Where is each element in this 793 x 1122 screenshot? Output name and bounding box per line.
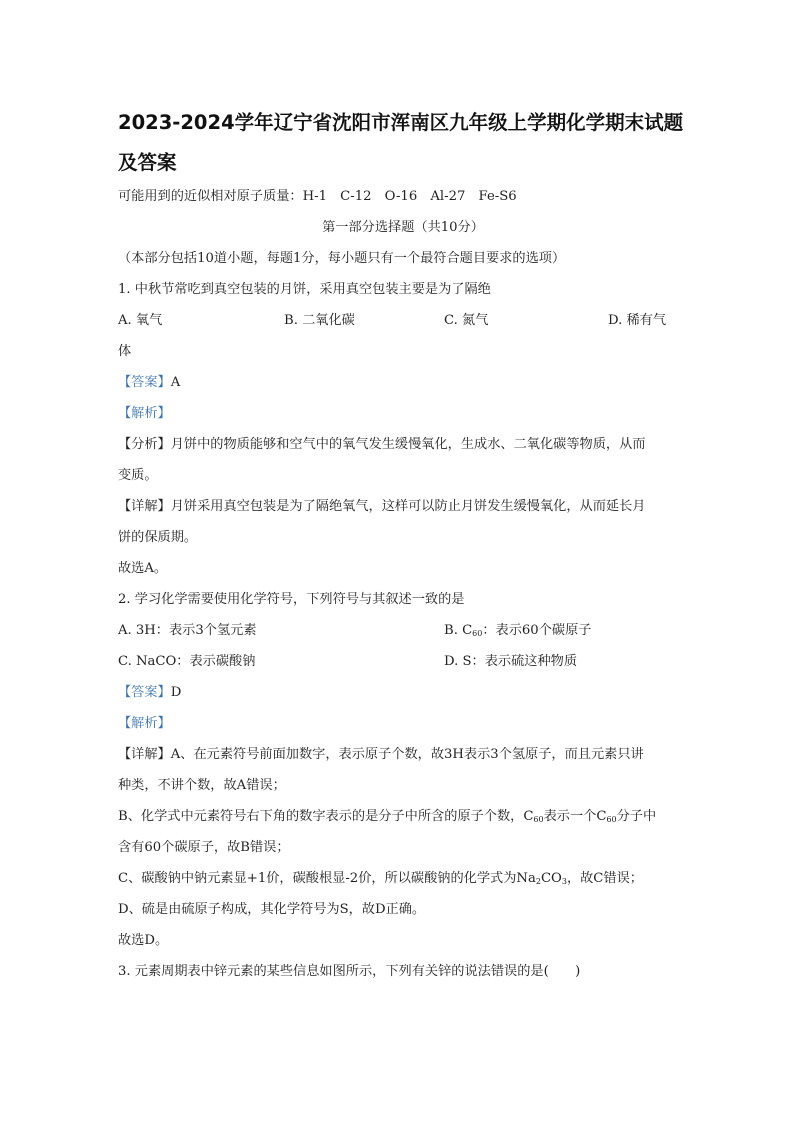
q1-analysis-tag: 【解析】 xyxy=(118,406,171,421)
q3-stem: 3. 元素周期表中锌元素的某些信息如图所示，下列有关锌的说法错误的是( ) xyxy=(118,964,581,979)
q1-option-wrap: 体 xyxy=(118,344,132,359)
q1-stem: 1. 中秋节常吃到真空包装的月饼，采用真空包装主要是为了隔绝 xyxy=(118,282,491,297)
q1-option-c: C. 氮气 xyxy=(444,313,489,328)
q2-line-a1: A、在元素符号前面加数字，表示原子个数，故3H表示3个氢原子，而且元素只讲 xyxy=(170,747,644,762)
subscript: 60 xyxy=(533,815,544,824)
q1-conclusion: 故选A。 xyxy=(118,561,168,576)
q2-analysis-tag: 【解析】 xyxy=(118,716,171,731)
q2-line-b2: 含有60个碳原子，故B错误； xyxy=(118,840,290,855)
q2-line-a2: 种类，不讲个数，故A错误； xyxy=(118,778,286,793)
q2-options-row1 xyxy=(118,615,688,646)
q2-line-d: D、硫是由硫原子构成，其化学符号为S，故D正确。 xyxy=(118,902,426,917)
q1-fenxi-1 xyxy=(118,429,688,460)
text: B、化学式中元素符号右下角的数字表示的是分子中所含的原子个数，C xyxy=(118,809,534,824)
q1-options xyxy=(118,305,688,336)
q2-option-b-pre: B. C xyxy=(444,623,473,638)
document-title: 2023-2024学年辽宁省沈阳市浑南区九年级上学期化学期末试题及答案 xyxy=(118,111,684,174)
subscript: 60 xyxy=(472,629,483,638)
q2-option-c: C. NaCO：表示碳酸钠 xyxy=(118,654,256,669)
text: 表示一个C xyxy=(543,809,607,824)
answer-tag: 【答案】 xyxy=(118,375,171,390)
xiangjie-label: 【详解】 xyxy=(118,499,171,514)
subscript: 60 xyxy=(606,815,617,824)
q2-options-row2 xyxy=(118,646,688,677)
q2-stem: 2. 学习化学需要使用化学符号，下列符号与其叙述一致的是 xyxy=(118,592,465,607)
document-body xyxy=(118,181,688,987)
subscript: 2 xyxy=(535,877,541,886)
subscript: 3 xyxy=(561,877,567,886)
q1-option-d: D. 稀有气 xyxy=(608,313,667,328)
q2-option-b-post: ：表示60个碳原子 xyxy=(482,623,592,638)
q1-xiangjie-2: 饼的保质期。 xyxy=(118,530,198,545)
answer-tag: 【答案】 xyxy=(118,685,171,700)
text: C、碳酸钠中钠元素显+1价，碳酸根显-2价，所以碳酸钠的化学式为Na xyxy=(118,871,536,886)
text: ，故C错误； xyxy=(566,871,643,886)
q1-answer-value: A xyxy=(170,375,181,390)
q1-option-a: A. 氧气 xyxy=(118,313,163,328)
q1-fenxi-text: 月饼中的物质能够和空气中的氧气发生缓慢氧化，生成水、二氧化碳等物质，从而 xyxy=(170,437,646,452)
q2-option-b xyxy=(444,615,591,646)
q2-answer xyxy=(118,677,688,708)
section-note: （本部分包括10道小题，每题1分，每小题只有一个最符合题目要求的选项） xyxy=(118,251,566,266)
q2-conclusion: 故选D。 xyxy=(118,933,169,948)
q2-xiangjie-a1 xyxy=(118,739,688,770)
q2-option-d: D. S：表示硫这种物质 xyxy=(444,654,578,669)
q1-fenxi-2: 变质。 xyxy=(118,468,158,483)
text: 分子中 xyxy=(616,809,657,824)
q1-answer xyxy=(118,367,688,398)
atomic-masses: 可能用到的近似相对原子质量：H-1 C-12 O-16 Al-27 Fe-S6 xyxy=(118,189,517,204)
q2-line-c xyxy=(118,863,688,894)
fenxi-label: 【分析】 xyxy=(118,437,171,452)
section-title: 第一部分选择题（共10分） xyxy=(322,220,484,235)
q2-answer-value: D xyxy=(170,685,182,700)
q2-option-a: A. 3H：表示3个氢元素 xyxy=(118,623,257,638)
xiangjie-label: 【详解】 xyxy=(118,747,171,762)
text: CO xyxy=(540,871,562,886)
q1-option-b: B. 二氧化碳 xyxy=(284,313,355,328)
q2-line-b1 xyxy=(118,801,688,832)
q1-xiangjie-1 xyxy=(118,491,688,522)
q1-xiangjie-text: 月饼采用真空包装是为了隔绝氧气，这样可以防止月饼发生缓慢氧化，从而延长月 xyxy=(170,499,646,514)
